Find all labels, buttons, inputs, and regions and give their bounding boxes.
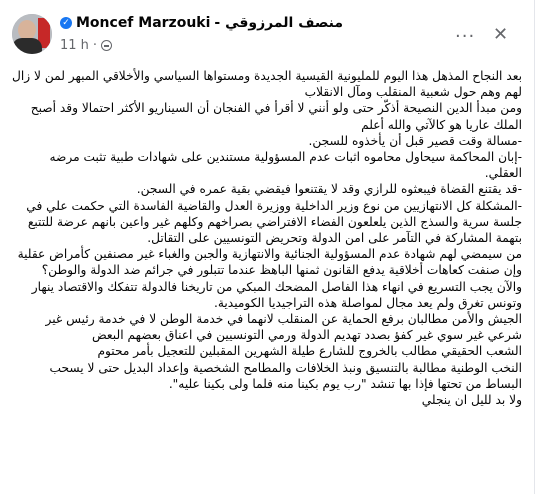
- meta-separator: ·: [92, 38, 98, 53]
- post-paragraph: النخب الوطنية مطالبة بالتنسيق ونبذ الخلافات والمطامح الشخصية وإعداد البديل حتى لا يسحب البساط من تحتها فإذا بها تنشد "رب يوم بكينا منه فلما ولى بكينا عليه".: [49, 360, 522, 391]
- post-paragraph: -مسالة وقت قصير قبل أن يأخذوه للسجن.: [308, 133, 522, 148]
- post-time[interactable]: 11 h: [60, 38, 89, 53]
- post-body: [12, 68, 522, 408]
- post-paragraph: -قد يقتنع القضاة فيبعثوه للرازي وقد لا يقتنعوا فيقضي بقية عمره في السجن.: [136, 182, 522, 197]
- author-name-separator: -: [214, 15, 221, 31]
- post-paragraph: ولا بد لليل ان ينجلي: [421, 393, 522, 408]
- more-options-icon[interactable]: ···: [455, 26, 476, 47]
- post-paragraph: الشعب الحقيقي مطالب بالخروج للشارع طيلة الشهرين المقبلين للتعجيل بأمر محتوم: [97, 344, 522, 359]
- post-paragraph: -المشكلة كل الانتهازيين من نوع وزير الداخلية ووزيرة العدل والقاضية الفاسدة التي حكمت علي في جلسة سرية والسذج الذين يلعلعون الفضاء الافتراضي بصراخهم وكلهم غير واعين بانهم عرضة للتتبع بتهمة المشاركة في التآمر على امن الدولة وتحريض التونسيين على التقاتل.: [26, 198, 522, 246]
- post-paragraph: ومن مبدأ الدين النصيحة أذكّر حتى ولو أنني لا أقرأ في الفنجان أن السيناريو الأكثر احتمالا وقد أصبح الملك عاريا هو كالآتي والله أعلم: [30, 101, 522, 132]
- post-paragraph: والآن يجب التسريع في انهاء هذا الفاصل المضحك المبكي من تاريخنا فالدولة تتفكك والاقتصاد ينهار وتونس تغرق ولم يعد مجال لمواصلة هذه التراجيديا الكوميدية.: [31, 279, 522, 310]
- post-paragraph: بعد النجاح المذهل هذا اليوم للمليونية القيسية الجديدة ومستواها السياسي والأخلاقي المبهر لمن لا زال لهم وهم حول شعبية المنقلب ومآل الانقلاب: [12, 69, 522, 100]
- author-name-latin[interactable]: Moncef Marzouki: [76, 15, 211, 31]
- avatar-face: [18, 20, 36, 40]
- post-paragraph: من سيمضي لهم شهادة عدم المسؤولية الجنائية والانتهازية والجبن والغباء غير مصنفين كأمراض عقلية وإن صنفت كعاهات أخلاقية يدفع القانون ثمنها الباهظ عندما تتبلور في جرائم ضد الدولة والوطن؟: [17, 247, 522, 278]
- post-meta: [60, 38, 112, 54]
- verified-badge-icon: ✓: [60, 17, 72, 29]
- post-paragraph: الجيش والأمن مطالبان برفع الحماية عن المنقلب لانهما في خدمة الوطن لا في خدمة رئيس غير شرعي غير سوي غير كفؤ بصدد تهديم الدولة ورمي التونسيين في اعناق بعضهم البعض: [45, 312, 522, 343]
- globe-icon: [101, 40, 112, 51]
- post-paragraph: -إبان المحاكمة سيحاول محاموه اثبات عدم المسؤولية مستندين على شهادات طبية تثبت مرضه العقلي.: [49, 150, 522, 181]
- author-avatar[interactable]: [12, 14, 52, 54]
- author-name-arabic[interactable]: منصف المرزوقي: [225, 15, 344, 31]
- close-icon[interactable]: ✕: [493, 24, 509, 45]
- avatar-shirt: [12, 38, 42, 54]
- post-header: [0, 0, 535, 66]
- author-name-line: [60, 14, 343, 32]
